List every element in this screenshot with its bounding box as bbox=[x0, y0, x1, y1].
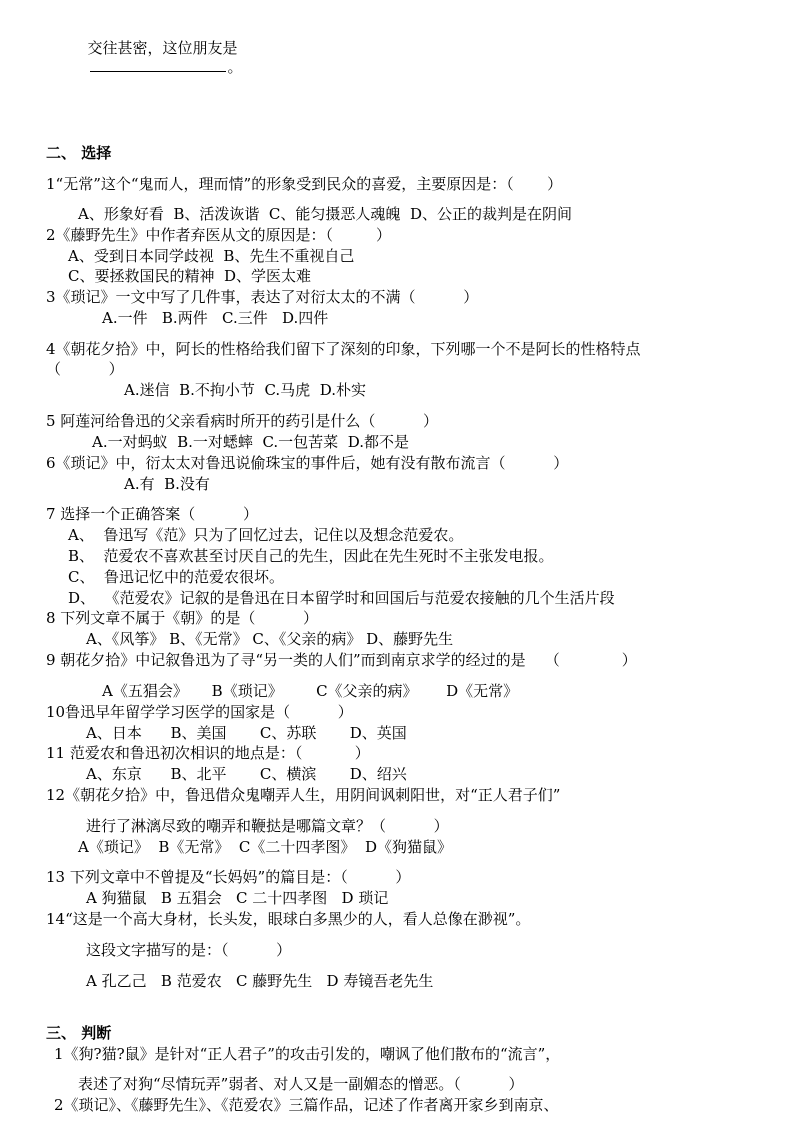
option-line: A、《风筝》 B、《无常》 C、《父亲的病》 D、藤野先生 bbox=[86, 630, 454, 648]
question-line: 2《藤野先生》中作者弃医从文的原因是：（ ） bbox=[46, 226, 391, 244]
question-line: 6《琐记》中，衍太太对鲁迅说偷珠宝的事件后，她有没有散布流言（ ） bbox=[46, 454, 569, 472]
option-line: A.一对蚂蚁 B.一对蟋蟀 C.一包苦菜 D.都不是 bbox=[92, 433, 409, 451]
option-line: A.迷信 B.不拘小节 C.马虎 D.朴实 bbox=[124, 381, 366, 399]
question-line: 5 阿莲河给鲁迅的父亲看病时所开的药引是什么（ ） bbox=[46, 412, 438, 430]
section-3-title: 三、 判断 bbox=[46, 1024, 112, 1042]
option-line: A、东京 B、北平 C、横滨 D、绍兴 bbox=[86, 765, 407, 783]
option-line: A 狗猫鼠 B 五猖会 C 二十四孝图 D 琐记 bbox=[86, 889, 389, 907]
question-line: 14“这是一个高大身材，长头发，眼球白多黑少的人，看人总像在渺视”。 bbox=[46, 910, 531, 928]
question-line: 9 朝花夕拾》中记叙鲁迅为了寻“另一类的人们”而到南京求学的经过的是 （ ） bbox=[46, 651, 637, 669]
option-line: A《五猖会》 B《琐记》 C《父亲的病》 D《无常》 bbox=[102, 682, 519, 700]
top-fragment-end: 。 bbox=[227, 58, 243, 76]
judge-line: 表述了对狗“尽情玩弄”弱者、对人又是一副媚态的憎恶。（ ） bbox=[78, 1075, 524, 1093]
question-line: 4《朝花夕拾》中，阿长的性格给我们留下了深刻的印象，下列哪一个不是阿长的性格特点 bbox=[46, 340, 641, 358]
option-line: A.有 B.没有 bbox=[124, 475, 210, 493]
answer-blank[interactable] bbox=[90, 57, 226, 72]
option-line: D、 《范爱农》记叙的是鲁迅在日本留学时和回国后与范爱农接触的几个生活片段 bbox=[68, 589, 615, 607]
option-line: A、 鲁迅写《范》只为了回忆过去，记住以及想念范爱农。 bbox=[68, 526, 464, 544]
question-line: 11 范爱农和鲁迅初次相识的地点是：（ ） bbox=[46, 744, 370, 762]
section-2-title: 二、 选择 bbox=[46, 144, 112, 162]
option-line: A《琐记》 B《无常》 C《二十四孝图》 D《狗猫鼠》 bbox=[78, 838, 452, 856]
question-line: 8 下列文章不属于《朝》的是（ ） bbox=[46, 609, 318, 627]
question-continuation: 这段文字描写的是：（ ） bbox=[86, 941, 292, 959]
question-line: 13 下列文章中不曾提及“长妈妈”的篇目是：（ ） bbox=[46, 868, 411, 886]
top-fragment bbox=[78, 21, 243, 76]
option-line: C、要拯救国民的精神 D、学医太难 bbox=[68, 267, 312, 285]
judge-line: 1《狗?猫?鼠》是针对“正人君子”的攻击引发的，嘲讽了他们散布的“流言”， bbox=[54, 1045, 561, 1063]
option-line: B、 范爱农不喜欢甚至讨厌自己的先生，因此在先生死时不主张发电报。 bbox=[68, 547, 554, 565]
question-line: 3《琐记》一文中写了几件事，表达了对衍太太的不满（ ） bbox=[46, 288, 479, 306]
question-continuation: 进行了淋漓尽致的嘲弄和鞭挞是哪篇文章？（ ） bbox=[86, 817, 449, 835]
option-line: A、形象好看 B、活泼诙谐 C、能匀摄恶人魂魄 D、公正的裁判是在阴间 bbox=[78, 205, 572, 223]
question-line: 1“无常”这个“鬼而人，理而情”的形象受到民众的喜爱，主要原因是：（ ） bbox=[46, 175, 563, 193]
question-line: 7 选择一个正确答案（ ） bbox=[46, 505, 258, 523]
question-line: （ ） bbox=[46, 360, 124, 378]
option-line: A、日本 B、美国 C、苏联 D、英国 bbox=[86, 724, 407, 742]
judge-line: 2《琐记》、《藤野先生》、《范爱农》三篇作品，记述了作者离开家乡到南京、 bbox=[54, 1096, 559, 1114]
question-line: 12《朝花夕拾》中，鲁迅借众鬼嘲弄人生，用阴间讽刺阳世，对“正人君子们” bbox=[46, 786, 561, 804]
question-line: 10鲁迅早年留学学习医学的国家是（ ） bbox=[46, 703, 353, 721]
option-line: C、 鲁迅记忆中的范爱农很坏。 bbox=[68, 568, 285, 586]
option-line: A 孔乙己 B 范爱农 C 藤野先生 D 寿镜吾老先生 bbox=[86, 972, 434, 990]
top-fragment-text: 交往甚密，这位朋友是 bbox=[87, 39, 238, 57]
option-line: A.一件 B.两件 C.三件 D.四件 bbox=[102, 309, 329, 327]
option-line: A、受到日本同学歧视 B、先生不重视自己 bbox=[68, 247, 355, 265]
